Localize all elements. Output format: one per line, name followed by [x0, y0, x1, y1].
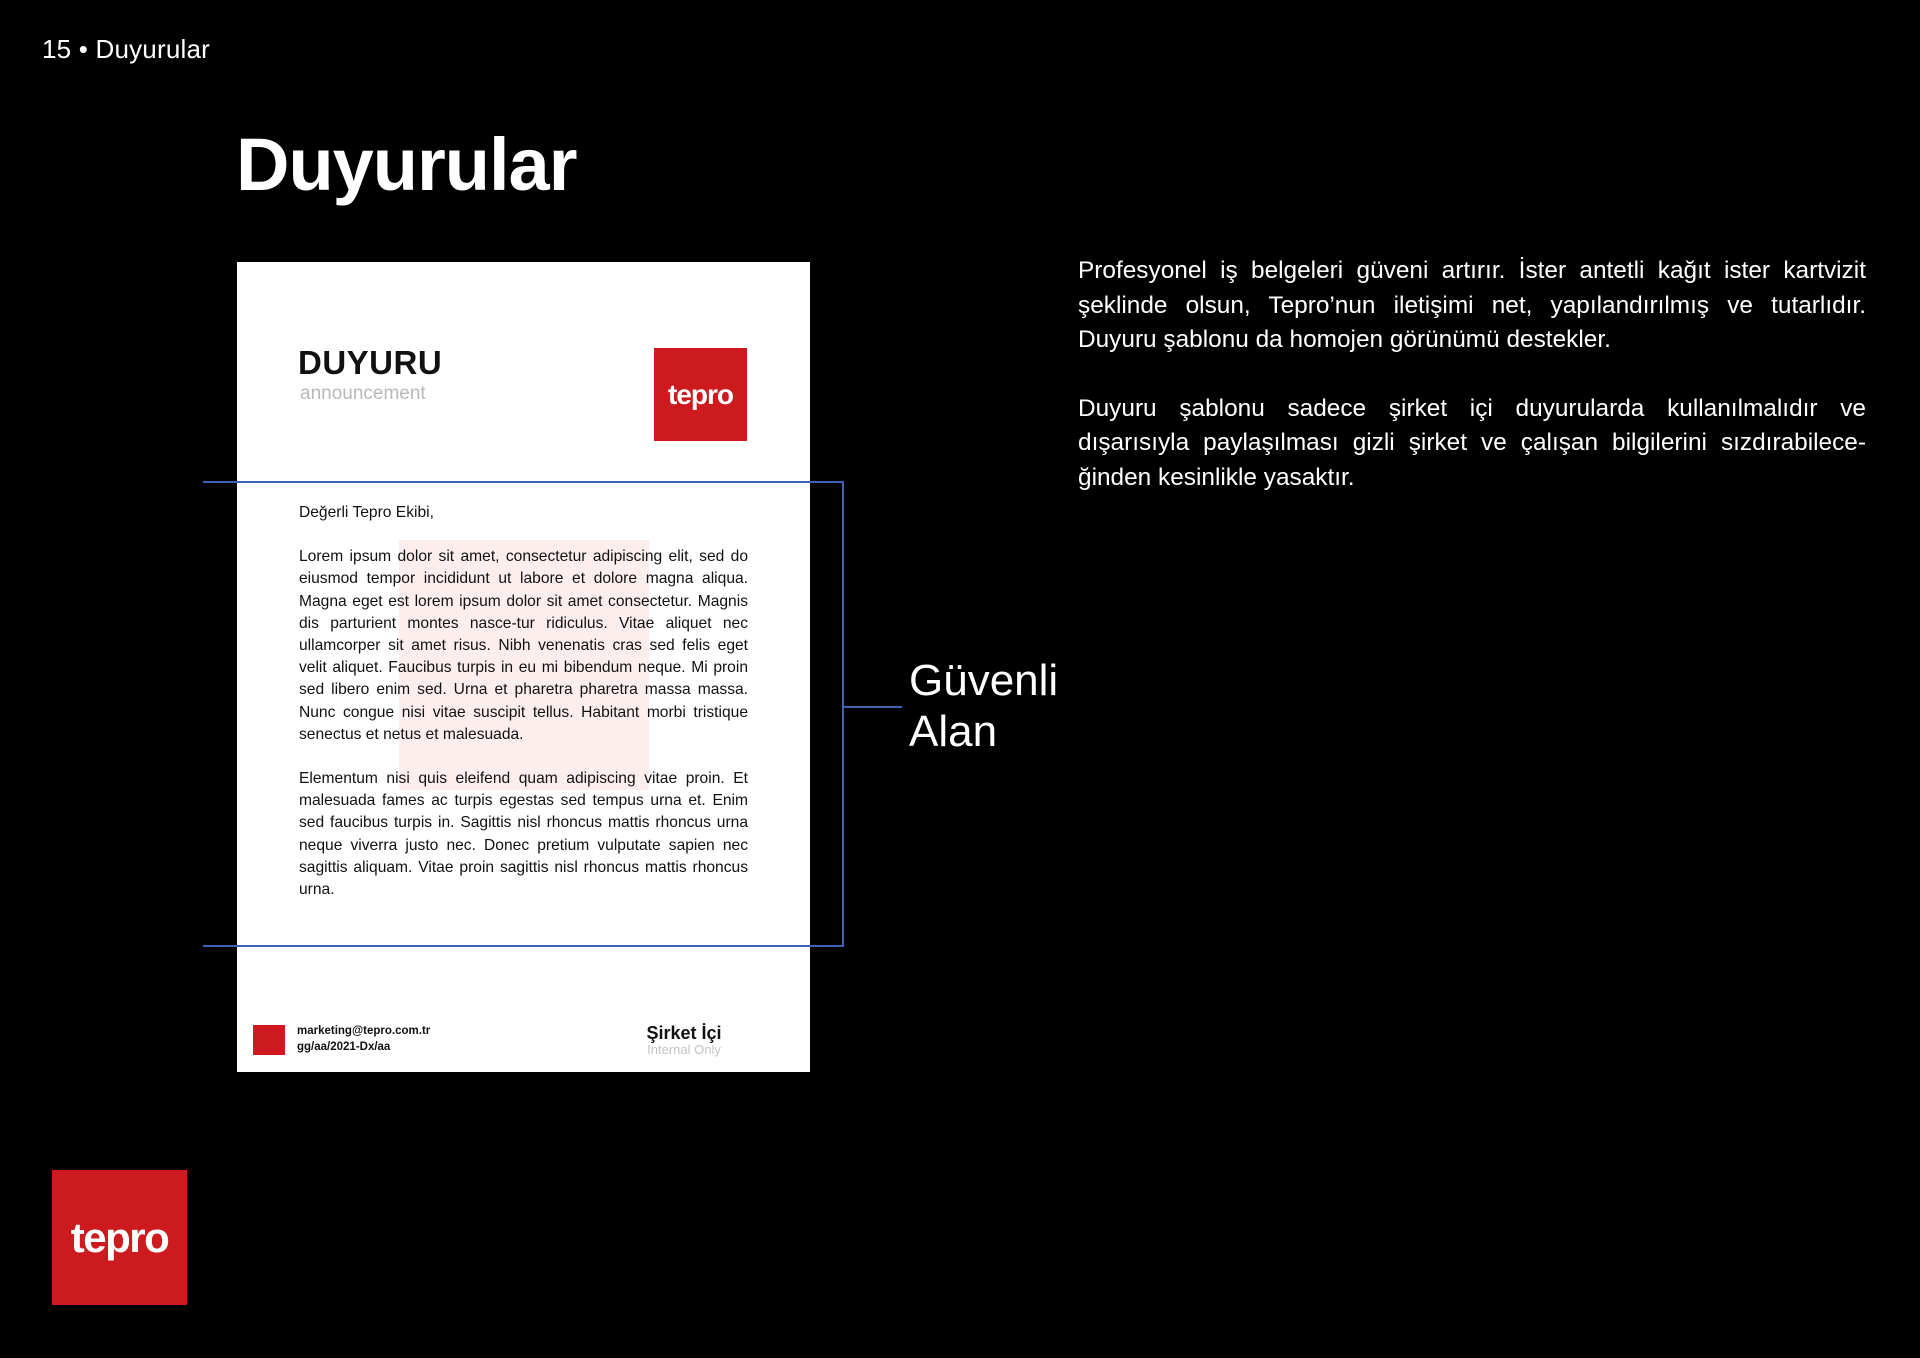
footer-red-square	[253, 1025, 285, 1055]
template-logo	[654, 348, 747, 441]
tepro-logo	[52, 1170, 187, 1305]
template-paragraph: Lorem ipsum dolor sit amet, consectetur adipiscing elit, sed do eiusmod tempor incididunt ut labore et dolore magna aliqua. Magna eget est lorem ipsum dolor sit amet consectetur. Magnis dis parturient montes nasce-tur ridiculus. Vitae aliquet nec ullamcorper sit amet risus. Nibh venenatis cras sed felis eget velit aliquet. Faucibus turpis in eu mi bibendum neque. Mi proin sed libero enim sed. Urna et pharetra pharetra massa massa. Nunc congue nisi vitae suscipit tellus. Habitant morbi tristique senectus et netus et malesuada.	[299, 548, 748, 743]
footer-sublabel: Internal Only	[647, 1042, 721, 1057]
safe-area-bracket-vertical	[842, 481, 844, 947]
footer-reference: gg/aa/2021-Dx/aa	[297, 1041, 391, 1053]
description-paragraph: Duyuru şablonu sadece şirket içi duyurularda kullanılmalıdır ve dışarısıyla paylaşılması gizli şirket ve çalışan bilgilerini sızdırabilece-ğinden kesinlikle yasaktır.	[1078, 394, 1866, 491]
template-subheading: announcement	[300, 383, 426, 404]
template-logo-text: tepro	[668, 378, 733, 410]
safe-area-pointer-line	[844, 706, 902, 708]
description-paragraph: Profesyonel iş belgeleri güveni artırır. İster antetli kağıt ister kartvizit şeklinde olsun, Tepro’nun iletişimi net, yapılandırılmış ve tutarlıdır. Duyuru şablonu da homojen görünümü destekler.	[1078, 257, 1866, 353]
description-text	[1078, 254, 1866, 529]
safe-area-label-line2: Alan	[909, 707, 998, 756]
safe-area-bottom-line	[203, 945, 844, 947]
announcement-template	[237, 262, 810, 1072]
footer-info	[297, 1023, 430, 1055]
template-body	[299, 502, 748, 923]
safe-area-top-line	[203, 481, 844, 483]
template-greeting: Değerli Tepro Ekibi,	[299, 504, 434, 521]
template-paragraph: Elementum nisi quis eleifend quam adipiscing vitae proin. Et malesuada fames ac turpis egestas sed tempus urna et. Enim sed faucibus turpis in. Sagittis nisl rhoncus mattis rhoncus urna neque viverra justo nec. Donec pretium vulputate sapien nec sagittis aliquam. Vitae proin sagittis nisl rhoncus mattis rhoncus urna.	[299, 770, 748, 899]
footer-email: marketing@tepro.com.tr	[297, 1025, 431, 1037]
safe-area-label	[909, 655, 1058, 757]
page-title: Duyurular	[236, 123, 577, 206]
template-heading: DUYURU	[298, 344, 443, 381]
footer-confidentiality-label	[629, 1023, 739, 1057]
safe-area-label-line1: Güvenli	[909, 656, 1059, 705]
tepro-logo-text: tepro	[70, 1213, 169, 1261]
page-label: 15 • Duyurular	[42, 34, 210, 64]
footer-label: Şirket İçi	[646, 1023, 722, 1043]
